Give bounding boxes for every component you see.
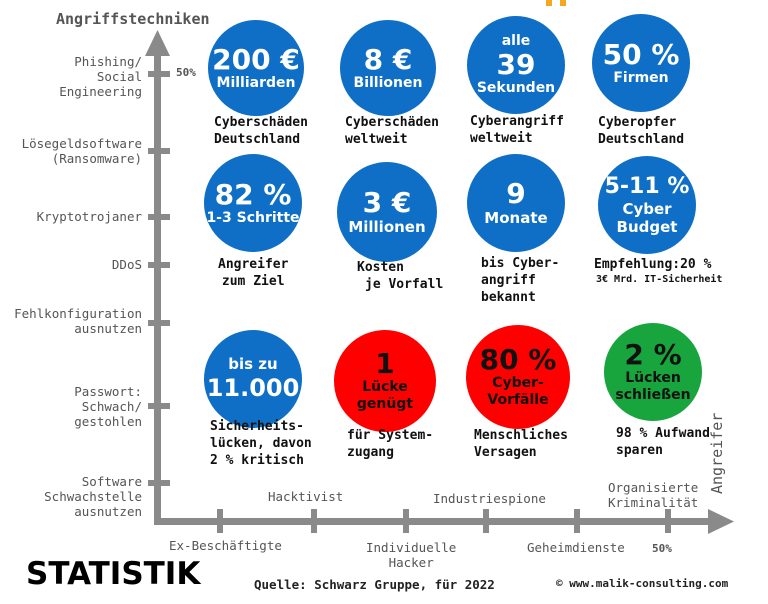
- stat-caption: Cyberschäden weltweit: [345, 115, 439, 147]
- y-label-fehlkonfiguration: Fehlkonfiguration ausnutzen: [14, 306, 142, 336]
- stat-caption: Sicherheits- lücken, davon 2 % kritisch: [210, 419, 312, 468]
- x-label-geheimdienste: Geheimdienste: [527, 540, 625, 555]
- stat-circle-luecke: 1 Lücke genügt: [334, 330, 436, 432]
- stat-caption: Menschliches Versagen: [474, 428, 568, 460]
- y-axis-percent: 50%: [176, 66, 196, 79]
- y-label-phishing: Phishing/ Social Engineering: [59, 54, 142, 99]
- stat-caption: Empfehlung:20 % 3€ Mrd. IT-Sicherheit: [594, 257, 723, 285]
- x-label-industriespione: Industriespione: [433, 491, 546, 506]
- y-axis: [145, 30, 170, 522]
- stat-caption: bis Cyber- angriff bekannt: [481, 256, 560, 305]
- stat-circle-kosten: 3 € Millionen: [337, 162, 437, 262]
- stat-caption: für System- zugang: [347, 428, 434, 460]
- stat-circle-monate: 9 Monate: [467, 154, 565, 252]
- stat-circle-budget: 5-11 % Cyber Budget: [598, 156, 696, 254]
- stat-caption: Angreifer zum Ziel: [218, 257, 289, 289]
- stat-circle-sicherheitsluecken: bis zu 11.000: [204, 330, 302, 428]
- x-label-organisierte: Organisierte Kriminalität: [608, 480, 699, 510]
- stat-caption: Cyberopfer Deutschland: [598, 115, 685, 147]
- stat-circle-cyberopfer: 50 % Firmen: [592, 14, 690, 112]
- x-axis-percent: 50%: [652, 542, 672, 555]
- stat-circle-luecken-schliessen: 2 % Lücken schließen: [604, 323, 702, 421]
- y-label-ransomware: Lösegeldsoftware (Ransomware): [21, 136, 142, 166]
- stat-circle-cyberschaeden-weltweit: 8 € Billionen: [340, 20, 436, 116]
- stat-caption: Cyberschäden Deutschland: [214, 115, 308, 147]
- stat-circle-angreifer: 82 % 1-3 Schritte: [204, 154, 302, 252]
- x-axis: [154, 509, 734, 534]
- x-label-hacktivist: Hacktivist: [268, 489, 344, 504]
- stat-caption: Kosten je Vorfall: [357, 260, 444, 292]
- stat-caption: Cyberangriff weltweit: [470, 114, 564, 146]
- source-text: Quelle: Schwarz Gruppe, für 2022: [254, 577, 495, 592]
- y-label-software: Software Schwachstelle ausnutzen: [44, 474, 142, 519]
- x-label-ex-beschaeftigte: Ex-Beschäftigte: [169, 538, 282, 553]
- x-label-individuelle-hacker: Individuelle Hacker: [366, 540, 457, 570]
- stat-circle-cyberangriff: alle 39 Sekunden: [467, 16, 565, 114]
- stat-circle-versagen: 80 % Cyber- Vorfälle: [466, 325, 570, 429]
- y-axis-title: Angriffstechniken: [56, 10, 210, 28]
- y-label-ddos: DDoS: [111, 257, 142, 272]
- stat-circle-cyberschaeden-de: 200 € Milliarden: [208, 20, 304, 116]
- copyright-text: © www.malik-consulting.com: [556, 577, 729, 590]
- page-title: STATISTIK: [26, 556, 201, 592]
- x-axis-title: Angreifer: [708, 412, 726, 494]
- y-label-passwort: Passwort: Schwach/ gestohlen: [74, 384, 142, 429]
- stat-caption: 98 % Aufwand sparen: [616, 426, 710, 458]
- y-label-kryptotrojaner: Kryptotrojaner: [36, 209, 142, 224]
